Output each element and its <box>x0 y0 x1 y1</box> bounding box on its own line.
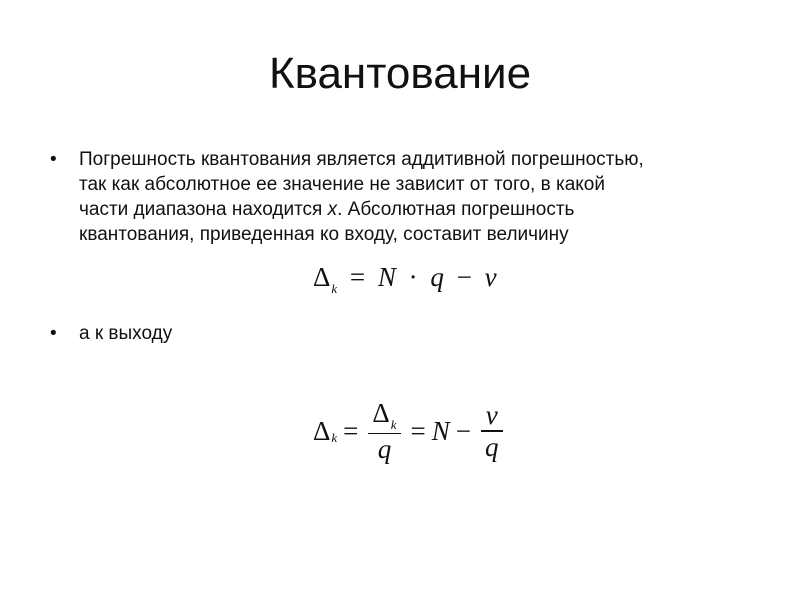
bullet-line: Погрешность квантования является аддитивной погрешностью, <box>79 149 644 170</box>
multiply-dot: · <box>408 262 418 292</box>
bullet-line <box>79 197 750 222</box>
minus-sign: − <box>455 415 472 446</box>
fraction-delta-over-q <box>368 398 400 465</box>
variable-x: x <box>327 199 338 220</box>
bullet-marker: • <box>50 323 57 344</box>
formula-input-error <box>313 262 497 296</box>
bullet-marker: • <box>50 149 57 170</box>
bullet-item-quantization-error <box>50 147 750 247</box>
bullet-text: а к выходу <box>79 323 173 344</box>
fraction-numerator: v <box>485 400 498 431</box>
variable-q: q <box>430 262 444 292</box>
equals-sign: = <box>349 262 366 292</box>
delta-symbol: Δ <box>372 397 390 428</box>
fraction-v-over-q <box>481 400 503 462</box>
formula-lhs <box>313 416 337 447</box>
bullet-line: квантования, приведенная ко входу, составит величину <box>79 224 569 245</box>
fraction-denominator: q <box>485 431 499 462</box>
bullet-line-part: части диапазона находится <box>79 199 328 220</box>
subscript-k: k <box>390 416 397 432</box>
fraction-denominator: q <box>377 434 392 465</box>
variable-v: v <box>484 262 497 292</box>
slide-title: Квантование <box>268 49 532 98</box>
minus-sign: − <box>456 262 472 292</box>
bullet-item-output <box>50 321 750 346</box>
formula-output-error <box>313 396 507 466</box>
subscript-k: k <box>331 430 338 445</box>
bullet-line: так как абсолютное ее значение не зависит от того, в какой <box>79 174 605 195</box>
fraction-numerator <box>368 398 400 433</box>
equals-sign: = <box>410 415 426 446</box>
variable-n: N <box>377 262 396 292</box>
delta-symbol: Δ <box>313 262 331 292</box>
bullet-text <box>79 147 750 247</box>
bullet-line-part: . Абсолютная погрешность <box>337 199 575 220</box>
delta-symbol: Δ <box>313 415 331 446</box>
subscript-k: k <box>331 281 338 296</box>
variable-n: N <box>431 415 450 446</box>
equals-sign: = <box>343 415 359 446</box>
